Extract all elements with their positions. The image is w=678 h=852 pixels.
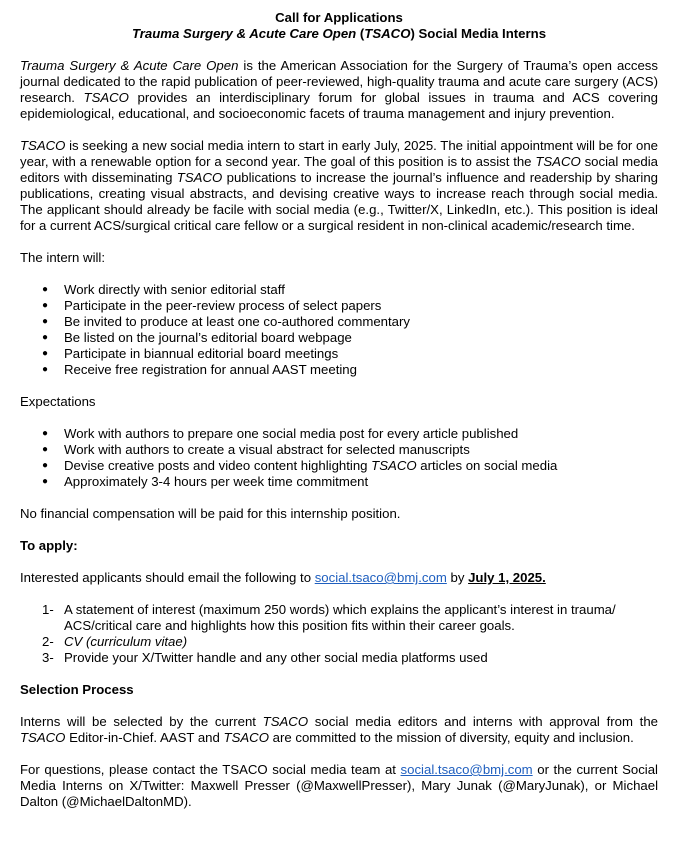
- page-subtitle: Trauma Surgery & Acute Care Open (TSACO) Social Media Interns: [131, 26, 547, 41]
- list-item: 1- A statement of interest (maximum 250 words) which explains the applicant’s interest in trauma/ ACS/critical care and highlights how this position fits within their career goals.: [42, 602, 616, 633]
- apply-heading: To apply:: [20, 538, 78, 553]
- selection-paragraph: Interns will be selected by the current TSACO social media editors and interns with approval from the TSACO Editor-in-Chief. AAST and TSACO are committed to the mission of diversity, equity and inclusion.: [20, 714, 658, 745]
- list-item: ● Be listed on the journal’s editorial board webpage: [42, 330, 658, 346]
- expectations-heading: Expectations: [20, 394, 96, 409]
- apply-list: [20, 602, 658, 666]
- intern-will-list: [20, 282, 658, 378]
- list-item: ● Participate in the peer-review process of select papers: [42, 298, 658, 314]
- list-item: ● Work with authors to prepare one social media post for every article published: [42, 426, 658, 442]
- journal-name: Trauma Surgery & Acute Care Open: [131, 26, 357, 41]
- apply-paragraph: Interested applicants should email the following to social.tsaco@bmj.com by July 1, 2025.: [20, 570, 546, 585]
- list-item: ● Work directly with senior editorial staff: [42, 282, 658, 298]
- list-item: 2- CV (curriculum vitae): [42, 634, 188, 649]
- list-item: ● Receive free registration for annual AAST meeting: [42, 362, 658, 378]
- list-item: ● Approximately 3-4 hours per week time commitment: [42, 474, 658, 490]
- list-item: 3- Provide your X/Twitter handle and any other social media platforms used: [42, 650, 488, 665]
- apply-email-link[interactable]: social.tsaco@bmj.com: [314, 570, 447, 585]
- list-item: ● Devise creative posts and video content highlighting TSACO articles on social media: [42, 458, 658, 474]
- contact-paragraph: For questions, please contact the TSACO social media team at social.tsaco@bmj.com or the current Social Media Interns on X/Twitter: Maxwell Presser (@MaxwellPresser), Mary Junak (@MaryJunak), or Michael Dalton (@MichaelDaltonMD).: [20, 762, 658, 809]
- selection-heading: Selection Process: [20, 682, 134, 697]
- list-item: ● Participate in biannual editorial board meetings: [42, 346, 658, 362]
- contact-email-link[interactable]: social.tsaco@bmj.com: [400, 762, 533, 777]
- list-item: ● Work with authors to create a visual abstract for selected manuscripts: [42, 442, 658, 458]
- expectations-list: [20, 426, 658, 490]
- page-title: Call for Applications: [275, 10, 403, 25]
- compensation-note: No financial compensation will be paid for this internship position.: [20, 506, 401, 521]
- list-item: ● Be invited to produce at least one co-authored commentary: [42, 314, 658, 330]
- intro-paragraph: Trauma Surgery & Acute Care Open is the American Association for the Surgery of Trauma’s open access journal dedicated to the rapid publication of peer-reviewed, high-quality trauma and acute care surgery (ACS) research. TSACO provides an interdisciplinary forum for global issues in trauma and ACS covering epidemiological, educational, and socioeconomic facets of trauma management and injury prevention.: [20, 58, 658, 121]
- intern-will-heading: The intern will:: [20, 250, 106, 265]
- position-paragraph: TSACO is seeking a new social media intern to start in early July, 2025. The initial appointment will be for one year, with a renewable option for a second year. The goal of this position is to assist the TSACO social media editors with disseminating TSACO publications to increase the journal’s influence and readership by sharing publications, creating visual abstracts, and devising creative ways to increase reach through social media. The applicant should already be facile with social media (e.g., Twitter/X, LinkedIn, etc.). This position is ideal for a current ACS/surgical critical care fellow or a surgical resident in non-clinical academic/research time.: [20, 138, 658, 233]
- deadline: July 1, 2025.: [468, 570, 546, 585]
